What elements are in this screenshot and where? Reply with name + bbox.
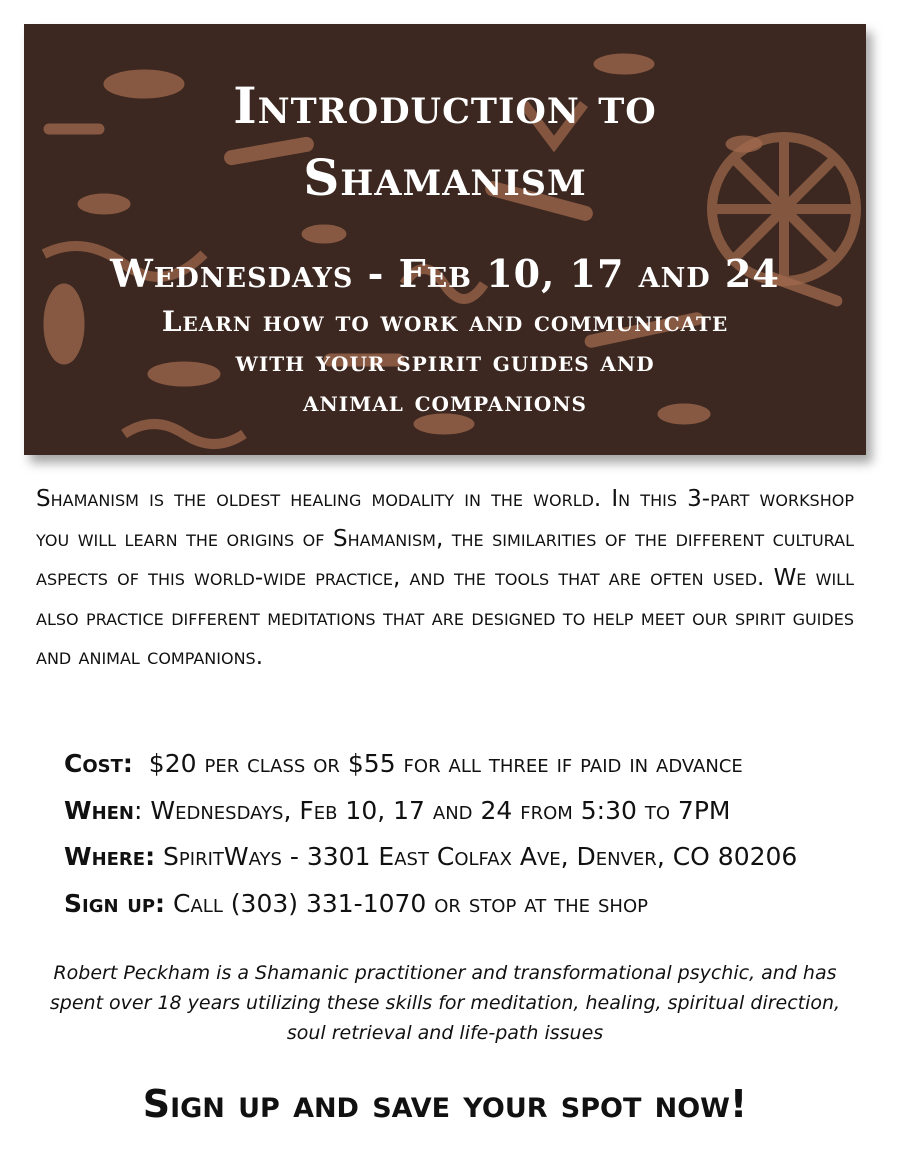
banner-text — [24, 24, 866, 455]
cost-row — [64, 741, 884, 788]
title-line-2: Shamanism — [303, 148, 587, 207]
tagline-line-3: animal companions — [303, 385, 587, 418]
header-banner — [24, 24, 866, 455]
title-line-1: Introduction to — [233, 76, 657, 135]
when-value: : Wednesdays, Feb 10, 17 and 24 from 5:30 to 7PM — [134, 795, 731, 825]
cost-value: $20 per class or $55 for all three if paid in advance — [148, 749, 743, 778]
tagline-line-1: Learn how to work and communicate — [161, 305, 729, 338]
tagline-line-2: with your spirit guides and — [235, 345, 655, 378]
signup-row — [64, 881, 884, 928]
when-label: When — [64, 795, 135, 825]
workshop-description: Shamanism is the oldest healing modality in the world. In this 3-part workshop you will learn the origins of Shamanism, the similarities of the different cultural aspects of this world-wide practice, and the tools that are often used. We will also practice different meditations that are designed to help meet our spirit guides and animal companions. — [36, 486, 854, 670]
where-row — [64, 834, 884, 881]
when-row — [64, 788, 884, 835]
signup-label: Sign up: — [64, 888, 166, 918]
call-to-action: Sign up and save your spot now! — [142, 1082, 748, 1126]
where-value: SpiritWays - 3301 East Colfax Ave, Denver, CO 80206 — [163, 842, 798, 871]
class-dates: Wednesdays - Feb 10, 17 and 24 — [110, 251, 780, 296]
practitioner-bio: Robert Peckham is a Shamanic practitioner and transformational psychic, and has spent over 18 years utilizing these skills for meditation, healing, spiritual direction, soul retrieval and life-path issues — [49, 962, 841, 1044]
event-details — [64, 741, 884, 927]
signup-value: Call (303) 331-1070 or stop at the shop — [173, 888, 648, 918]
cost-label: Cost: — [64, 749, 133, 778]
where-label: Where: — [64, 842, 156, 871]
